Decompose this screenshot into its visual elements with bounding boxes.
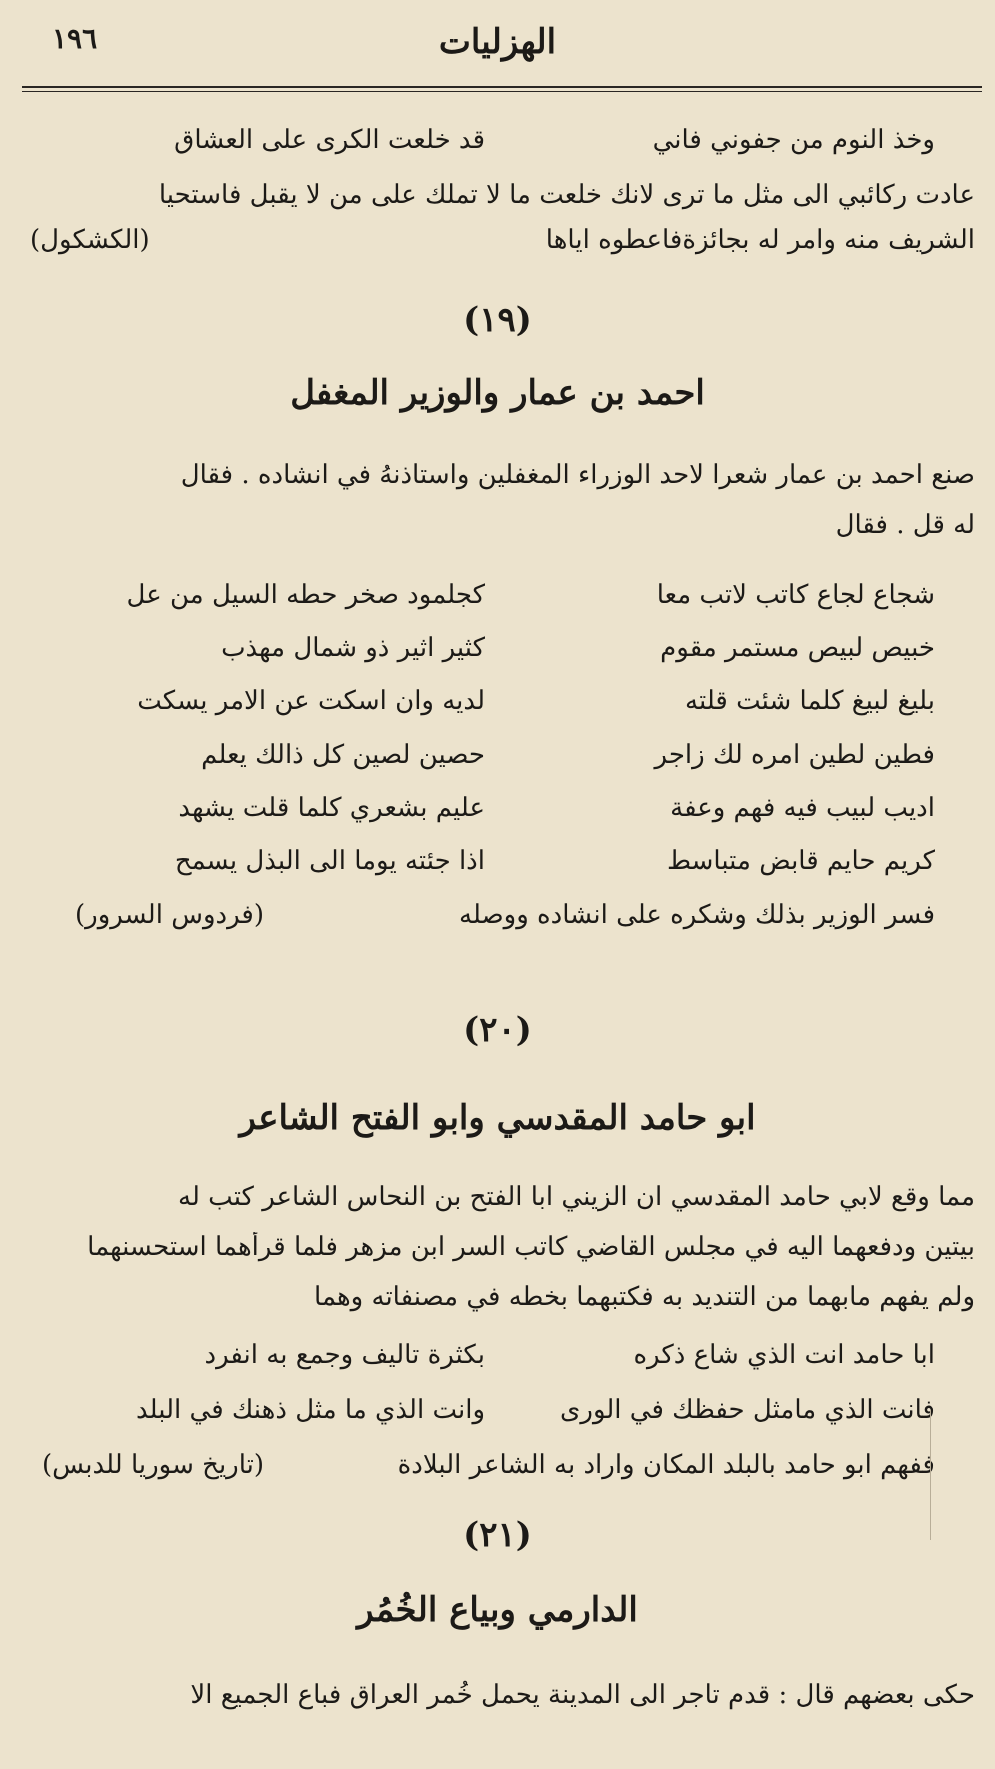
- margin-mark: [930, 1410, 931, 1540]
- section-19-number: (١٩): [463, 300, 532, 340]
- running-title: الهزليات: [438, 22, 557, 62]
- header-rule-thin: [22, 91, 982, 92]
- section-20-number: (٢٠): [463, 1010, 532, 1050]
- section-21-number: (٢١): [463, 1515, 532, 1555]
- intro-verse: [75, 125, 935, 165]
- verse-hemistich-2: لديه وان اسكت عن الامر يسكت: [137, 686, 485, 716]
- section-20-line-1: مما وقع لابي حامد المقدسي ان الزيني ابا الفتح بن النحاس الشاعر كتب له: [178, 1182, 975, 1212]
- verse-hemistich-2: كجلمود صخر حطه السيل من عل: [126, 580, 485, 610]
- section-19-closing: فسر الوزير بذلك وشكره على انشاده ووصله: [459, 900, 935, 930]
- verse-hemistich-2: كثير اثير ذو شمال مهذب: [221, 633, 485, 663]
- section-21-line-1: حكى بعضهم قال : قدم تاجر الى المدينة يحمل خُمر العراق فباع الجميع الا: [190, 1680, 975, 1710]
- verse-hemistich-1: كريم حايم قابض متباسط: [666, 846, 935, 876]
- verse-hemistich-2: قد خلعت الكرى على العشاق: [174, 125, 485, 155]
- section-19-verse: [75, 740, 935, 780]
- intro-line-2: الشريف منه وامر له بجائزةفاعطوه اياها: [545, 225, 975, 255]
- intro-source: (الكشكول): [30, 225, 150, 255]
- section-19-verse: [75, 846, 935, 886]
- section-20-title: ابو حامد المقدسي وابو الفتح الشاعر: [239, 1098, 756, 1138]
- section-19-verse: [75, 633, 935, 673]
- section-19-title: احمد بن عمار والوزير المغفل: [290, 373, 705, 413]
- verse-hemistich-1: فطين لطين امره لك زاجر: [654, 740, 935, 770]
- section-19-source: (فردوس السرور): [75, 900, 264, 930]
- header-rule: [22, 86, 982, 88]
- page-number: ١٩٦: [52, 22, 98, 55]
- verse-hemistich-1: ابا حامد انت الذي شاع ذكره: [633, 1340, 935, 1370]
- verse-hemistich-1: فانت الذي مامثل حفظك في الورى: [560, 1395, 935, 1425]
- section-20-verse: [75, 1395, 935, 1435]
- section-20-verse: [75, 1340, 935, 1380]
- section-19-line-1: صنع احمد بن عمار شعرا لاحد الوزراء المغفلين واستاذنهُ في انشاده . فقال: [180, 460, 975, 490]
- verse-hemistich-2: وانت الذي ما مثل ذهنك في البلد: [136, 1395, 485, 1425]
- verse-hemistich-2: اذا جئته يوما الى البذل يسمح: [174, 846, 485, 876]
- verse-hemistich-1: وخذ النوم من جفوني فاني: [652, 125, 935, 155]
- section-20-line-2: بيتين ودفعهما اليه في مجلس القاضي كاتب السر ابن مزهر فلما قرأهما استحسنهما: [87, 1232, 975, 1262]
- section-19-verse: [75, 686, 935, 726]
- verse-hemistich-1: شجاع لجاع كاتب لاتب معا: [656, 580, 935, 610]
- verse-hemistich-1: بليغ لبيغ كلما شئت قلته: [685, 686, 935, 716]
- section-21-title: الدارمي وبياع الخُمُر: [357, 1590, 638, 1630]
- section-19-verse: [75, 580, 935, 620]
- intro-line-1: عادت ركائبي الى مثل ما ترى لانك خلعت ما لا تملك على من لا يقبل فاستحيا: [158, 180, 975, 210]
- verse-hemistich-1: اديب لبيب فيه فهم وعفة: [670, 793, 935, 823]
- verse-hemistich-1: خبيص لبيص مستمر مقوم: [660, 633, 935, 663]
- section-19-line-2: له قل . فقال: [835, 510, 975, 540]
- section-20-line-3: ولم يفهم مابهما من التنديد به فكتبهما بخطه في مصنفاته وهما: [314, 1282, 975, 1312]
- verse-hemistich-2: بكثرة تاليف وجمع به انفرد: [204, 1340, 485, 1370]
- verse-hemistich-2: عليم بشعري كلما قلت يشهد: [178, 793, 485, 823]
- verse-hemistich-2: حصين لصين كل ذالك يعلم: [201, 740, 485, 770]
- section-20-closing: ففهم ابو حامد بالبلد المكان واراد به الشاعر البلادة: [397, 1450, 935, 1480]
- section-19-verse: [75, 793, 935, 833]
- section-20-source: (تاريخ سوريا للدبس): [42, 1450, 265, 1480]
